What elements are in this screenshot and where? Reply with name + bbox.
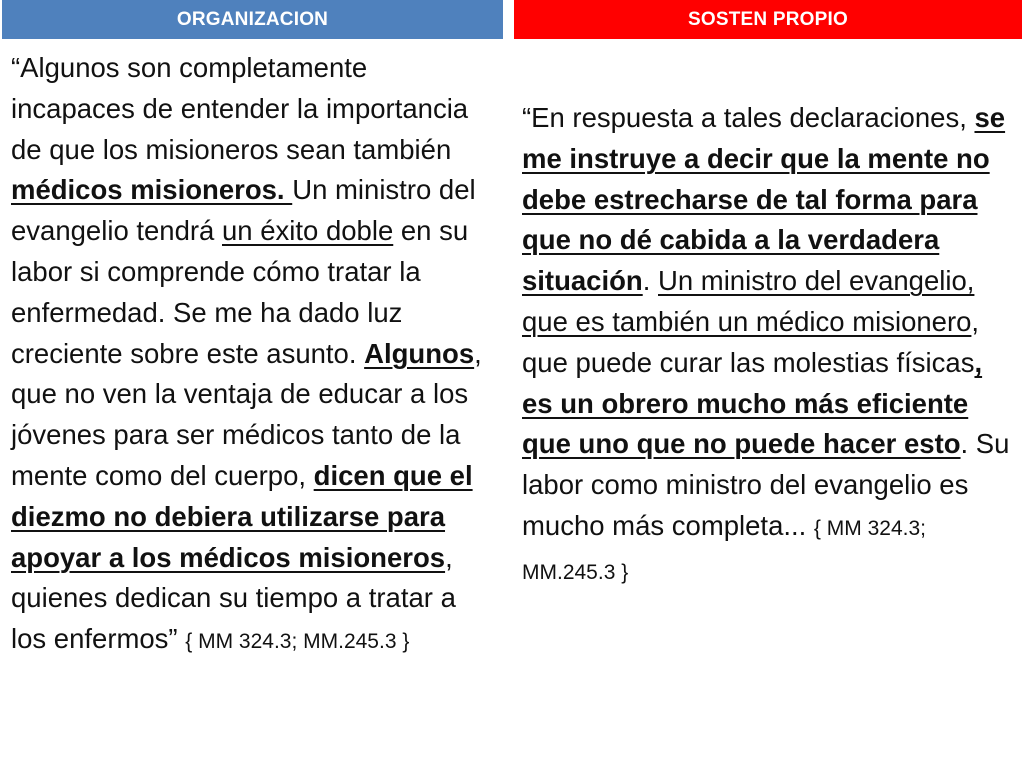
text-run: en su labor si comprende cómo tratar la enfermedad. Se me ha dado luz creciente sobre este asunto. xyxy=(11,215,469,369)
column-header-label: ORGANIZACION xyxy=(176,8,329,30)
reference-citation: { MM 324.3; MM.245.3 } xyxy=(185,630,410,654)
reference-citation: { MM 324.3; MM.245.3 } xyxy=(522,516,926,584)
column-header-sosten-propio xyxy=(514,0,1022,39)
text-run: . Su labor como ministro del evangelio es mucho más completa... xyxy=(522,428,1010,541)
text-run: Un ministro del evangelio tendrá xyxy=(11,174,476,247)
emphasized-text: dicen que el diezmo no debiera utilizarse para apoyar a los médicos misioneros xyxy=(11,459,473,573)
text-run: “En respuesta a tales declaraciones, xyxy=(522,102,975,133)
text-run: , que puede curar las molestias físicas xyxy=(522,305,980,378)
text-run: “Algunos son completamente incapaces de entender la importancia de que los misioneros sean también xyxy=(11,52,469,165)
emphasized-text: Algunos xyxy=(364,337,475,369)
emphasized-text: médicos misioneros. xyxy=(11,174,293,206)
emphasized-text: se me instruye a decir que la mente no debe estrecharse de tal forma para que no dé cabida a la verdadera situación xyxy=(522,102,1006,297)
left-quote-paragraph xyxy=(11,48,497,663)
text-run: , que no ven la ventaja de educar a los jóvenes para ser médicos tanto de la mente como del cuerpo, xyxy=(11,337,482,491)
underlined-text: un éxito doble xyxy=(222,215,394,247)
column-header-organizacion xyxy=(2,0,503,39)
column-header-label: SOSTEN PROPIO xyxy=(688,8,848,30)
underlined-text: Un ministro del evangelio, que es también un médico misionero xyxy=(522,265,975,337)
emphasized-text: , es un obrero mucho más eficiente que uno que no puede hacer esto xyxy=(522,346,983,460)
right-quote-paragraph xyxy=(522,98,1012,594)
text-run: . xyxy=(642,265,658,297)
text-run: , quienes dedican su tiempo a tratar a los enfermos” xyxy=(11,541,456,655)
